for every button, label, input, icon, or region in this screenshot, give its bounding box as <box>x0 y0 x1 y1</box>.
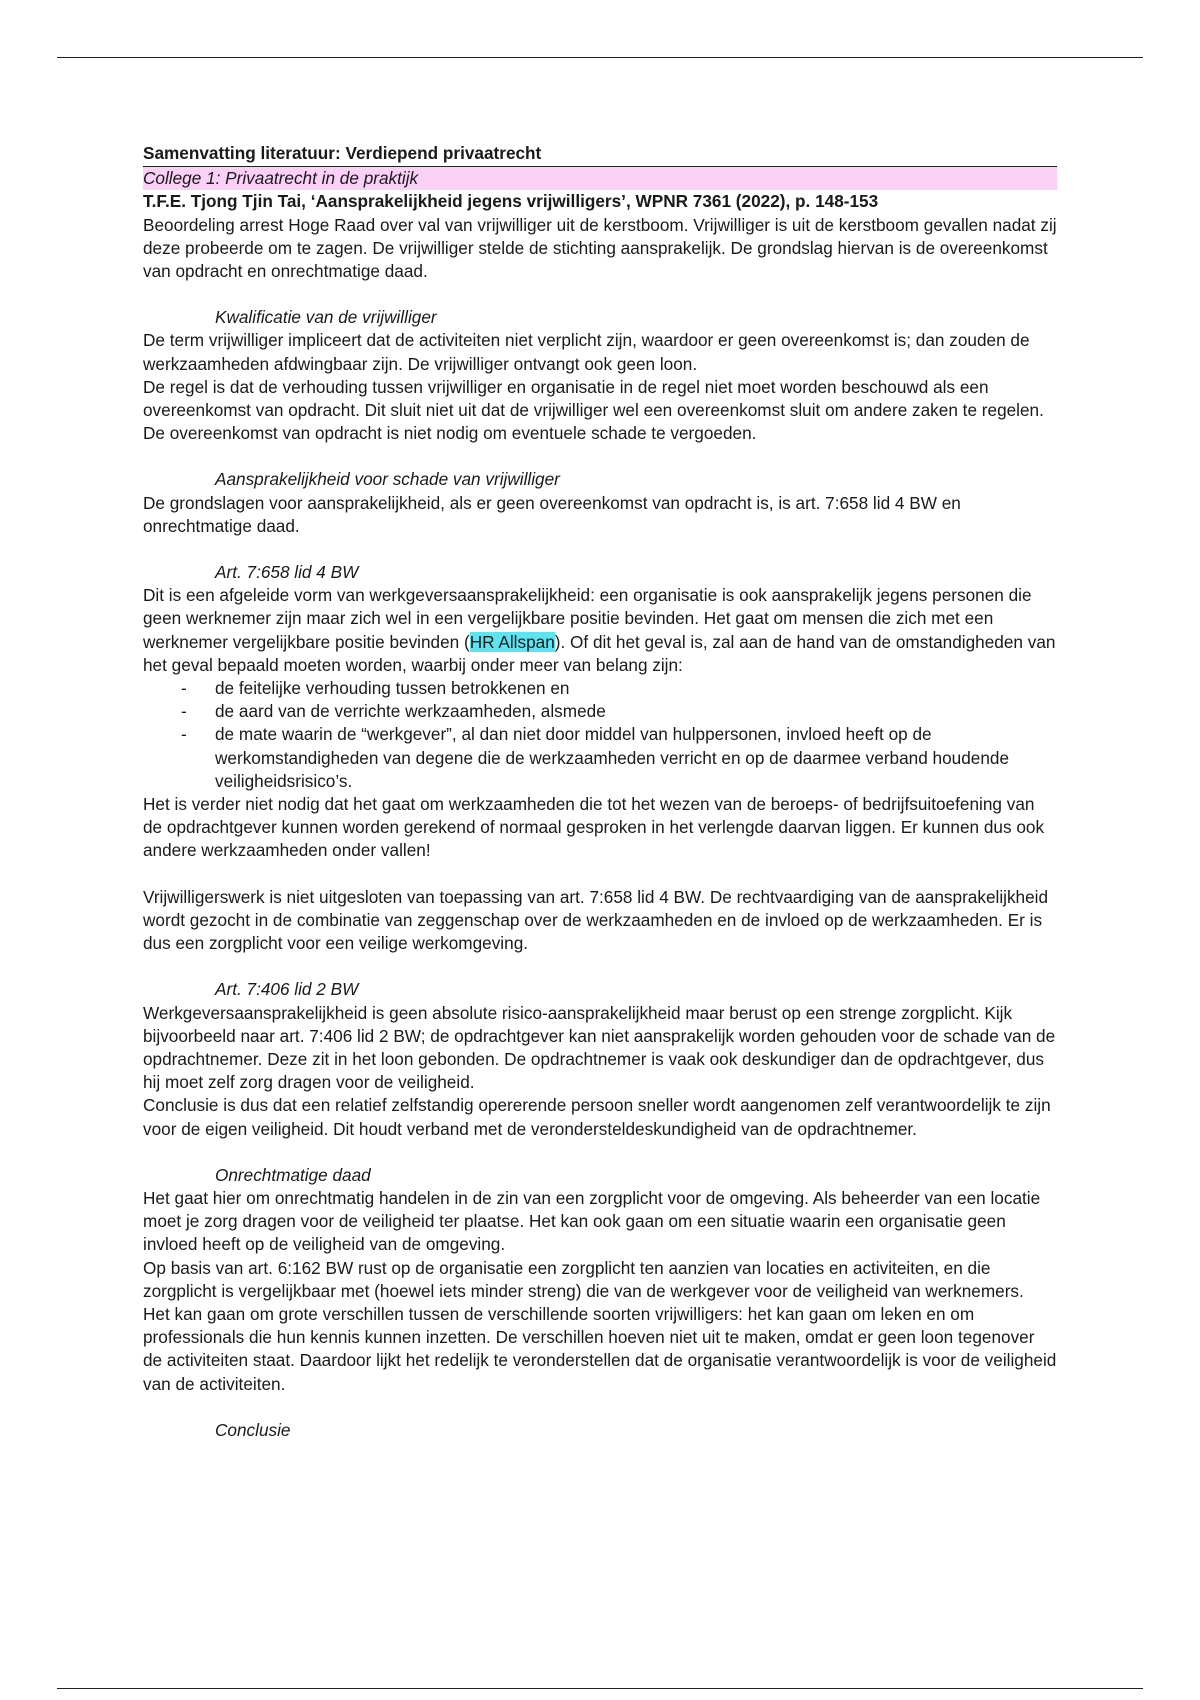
paragraph: Het gaat hier om onrechtmatig handelen in de zin van een zorgplicht voor de omgeving. Als beheerder van een locatie moet je zorg dragen voor de veiligheid ter plaatse. Het kan ook gaan om een situatie waarin een organisatie geen invloed heeft op de veiligheid van de omgeving. <box>143 1187 1041 1255</box>
page-bottom-rule <box>57 1688 1143 1689</box>
college-heading: College 1: Privaatrecht in de praktijk <box>143 167 1057 190</box>
section-heading-onrechtmatig: Onrechtmatige daad <box>215 1164 371 1185</box>
paragraph <box>143 584 1057 677</box>
highlighted-citation: HR Allspan <box>469 631 555 652</box>
paragraph: De overeenkomst van opdracht is niet nodig om eventuele schade te vergoeden. <box>143 423 757 444</box>
list-item: - de mate waarin de “werkgever”, al dan niet door middel van hulppersonen, invloed heeft op de werkomstandigheden van degene die de werkzaamheden verricht en op de daarmee verband houdende veiligheidsrisico’s. <box>143 723 1057 793</box>
text-run: Dit is een afgeleide vorm van werkgeversaansprakelijkheid: een organisatie is ook aansprakelijk jegens personen die geen werknemer zijn maar zich wel in een vergelijkbare positie bevinden. Het gaat om mensen die zich met een werknemer vergelijkbare positie bevinden ( <box>143 585 1032 652</box>
section-heading-conclusie: Conclusie <box>215 1419 291 1440</box>
paragraph: Werkgeversaansprakelijkheid is geen absolute risico-aansprakelijkheid maar berust op een strenge zorgplicht. Kijk bijvoorbeeld naar art. 7:406 lid 2 BW; de opdrachtgever kan niet aansprakelijk worden gehouden voor de schade van de opdrachtnemer. Deze zit in het loon gebonden. De opdrachtnemer is vaak ook deskundiger dan de opdrachtgever, dus hij moet zelf zorg dragen voor de veiligheid. <box>143 1002 1056 1093</box>
paragraph: Het kan gaan om grote verschillen tussen de verschillende soorten vrijwilligers: het kan gaan om leken en om professionals die hun kennis kunnen inzetten. De verschillen hoeven niet uit te maken, omdat er geen loon tegenover de activiteiten staat. Daardoor lijkt het redelijk te veronderstellen dat de organisatie verantwoordelijk is voor de veiligheid van de activiteiten. <box>143 1303 1057 1394</box>
paragraph: Het is verder niet nodig dat het gaat om werkzaamheden die tot het wezen van de beroeps- of bedrijfsuitoefening van de opdrachtgever kunnen worden gerekend of normaal gesproken in het verlengde daarvan liggen. Er kunnen dus ook andere werkzaamheden onder vallen! <box>143 794 1045 861</box>
paragraph: De term vrijwilliger impliceert dat de activiteiten niet verplicht zijn, waardoor er geen overeenkomst is; dan zouden de werkzaamheden afdwingbaar zijn. De vrijwilliger ontvangt ook geen loon. <box>143 330 1030 374</box>
section-heading-art658: Art. 7:658 lid 4 BW <box>215 562 359 583</box>
criteria-list <box>143 677 1057 793</box>
source-citation: T.F.E. Tjong Tjin Tai, ‘Aansprakelijkheid jegens vrijwilligers’, WPNR 7361 (2022), p. 148-153 <box>143 191 879 212</box>
paragraph: Op basis van art. 6:162 BW rust op de organisatie een zorgplicht ten aanzien van locaties en activiteiten, en die zorgplicht is vergelijkbaar met (hoewel iets minder streng) die van de werkgever voor de veiligheid van werknemers. <box>143 1257 1024 1301</box>
paragraph: Conclusie is dus dat een relatief zelfstandig opererende persoon sneller wordt aangenomen zelf verantwoordelijk te zijn voor de eigen veiligheid. Dit houdt verband met de verondersteldeskundigheid van de opdrachtnemer. <box>143 1095 1051 1139</box>
section-heading-art406: Art. 7:406 lid 2 BW <box>215 979 359 1000</box>
section-heading-kwalificatie: Kwalificatie van de vrijwilliger <box>215 307 437 328</box>
paragraph: De grondslagen voor aansprakelijkheid, als er geen overeenkomst van opdracht is, is art. 7:658 lid 4 BW en onrechtmatige daad. <box>143 492 961 536</box>
intro-paragraph: Beoordeling arrest Hoge Raad over val van vrijwilliger uit de kerstboom. Vrijwilliger is uit de kerstboom gevallen nadat zij deze probeerde om te zagen. De vrijwilliger stelde de stichting aansprakelijk. De grondslag hiervan is de overeenkomst van opdracht en onrechtmatige daad. <box>143 214 1057 282</box>
page-top-rule <box>57 57 1143 58</box>
paragraph-spacer <box>143 863 1057 886</box>
section-heading-aansprakelijkheid: Aansprakelijkheid voor schade van vrijwilliger <box>215 469 560 490</box>
paragraph: Vrijwilligerswerk is niet uitgesloten van toepassing van art. 7:658 lid 4 BW. De rechtvaardiging van de aansprakelijkheid wordt gezocht in de combinatie van zeggenschap over de werkzaamheden en de invloed op de werkzaamheden. Er is dus een zorgplicht voor een veilige werkomgeving. <box>143 886 1049 954</box>
paragraph: De regel is dat de verhouding tussen vrijwilliger en organisatie in de regel niet moet worden beschouwd als een overeenkomst van opdracht. Dit sluit niet uit dat de vrijwilliger wel een overeenkomst sluit om andere zaken te regelen. <box>143 376 1044 421</box>
text-run: ). Of dit het geval is, zal aan de hand van de omstandigheden van het geval bepaald moeten worden, waarbij onder meer van belang zijn: <box>143 631 1056 675</box>
list-item: - de feitelijke verhouding tussen betrokkenen en <box>143 677 1057 700</box>
list-item: - de aard van de verrichte werkzaamheden, alsmede <box>143 700 1057 723</box>
document-page <box>143 142 1057 1442</box>
document-title: Samenvatting literatuur: Verdiepend privaatrecht <box>143 142 1057 167</box>
